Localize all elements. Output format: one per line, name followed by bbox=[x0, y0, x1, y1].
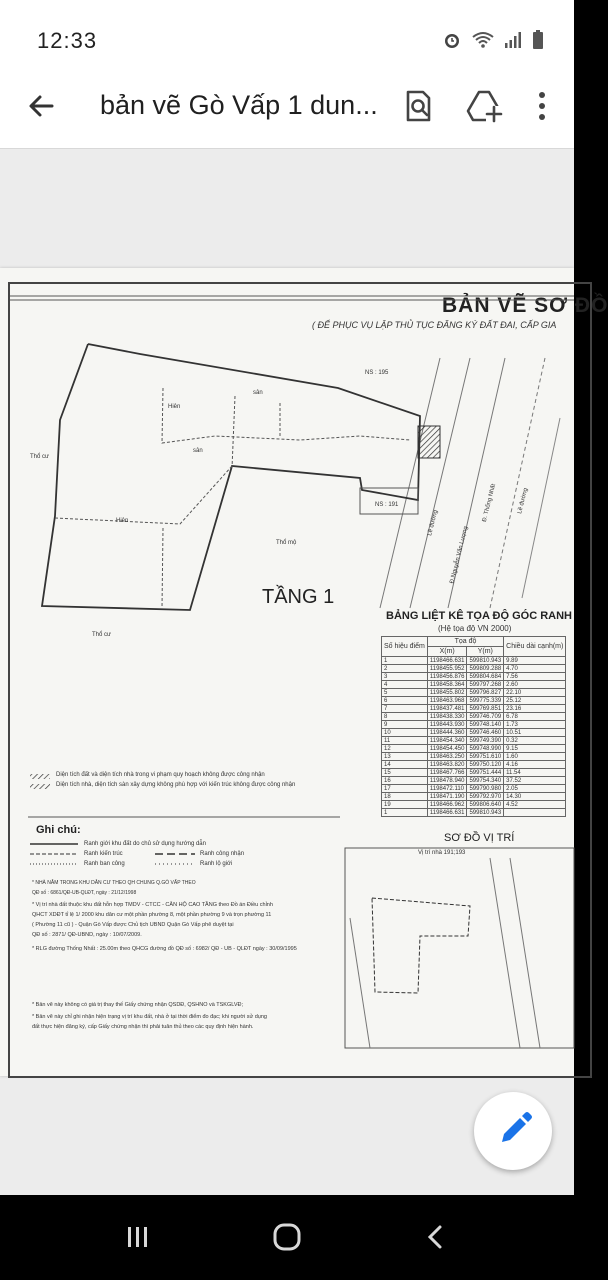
plan-label-road-1: Lề đường bbox=[427, 509, 440, 537]
plan-label-thocu-2: Thổ cư bbox=[92, 632, 112, 638]
cell-y: 599769.851 bbox=[467, 705, 504, 713]
floor-label: TẦNG 1 bbox=[262, 586, 335, 608]
cell-point: 19 bbox=[382, 801, 428, 809]
cell-x: 1198478.940 bbox=[427, 777, 467, 785]
cell-x: 1198437.481 bbox=[427, 705, 467, 713]
table-row bbox=[382, 809, 566, 817]
table-row bbox=[382, 737, 566, 745]
signal-icon bbox=[504, 31, 522, 49]
cell-x: 1198466.962 bbox=[427, 801, 467, 809]
table-row bbox=[382, 769, 566, 777]
note-6: QĐ số : 2871/ QĐ-UBND, ngày : 10/07/2009. bbox=[32, 932, 142, 938]
cell-y: 599748.990 bbox=[467, 745, 504, 753]
table-row bbox=[382, 713, 566, 721]
cell-length: 2.60 bbox=[504, 681, 566, 689]
notes-heading: Ghi chú: bbox=[36, 824, 81, 836]
cell-length: 2.05 bbox=[504, 785, 566, 793]
cell-x: 1198463.250 bbox=[427, 753, 467, 761]
cell-length: 6.78 bbox=[504, 713, 566, 721]
table-row bbox=[382, 689, 566, 697]
cell-y: 599790.980 bbox=[467, 785, 504, 793]
table-row bbox=[382, 657, 566, 665]
cell-point: 18 bbox=[382, 793, 428, 801]
col-point: Số hiệu điểm bbox=[382, 637, 428, 657]
note-9: * Bản vẽ này chỉ ghi nhận hiện trạng vị trí khu đất, nhà ở tại thời điểm đo đạc; khi người sử dụng bbox=[32, 1014, 267, 1020]
cell-y: 599804.684 bbox=[467, 673, 504, 681]
cell-length: 23.16 bbox=[504, 705, 566, 713]
cell-point: 7 bbox=[382, 705, 428, 713]
plan-label-thocu-1: Thổ cư bbox=[30, 454, 50, 460]
cell-x: 1198472.110 bbox=[427, 785, 467, 793]
cell-x: 1198444.360 bbox=[427, 729, 467, 737]
document-title: bản vẽ Gò Vấp 1 dun... bbox=[100, 90, 378, 120]
back-chevron-icon bbox=[421, 1222, 451, 1252]
add-to-drive-icon[interactable] bbox=[462, 84, 506, 128]
table-row bbox=[382, 697, 566, 705]
cell-x: 1198455.952 bbox=[427, 665, 467, 673]
table-row bbox=[382, 705, 566, 713]
legend-recognized: Ranh công nhận bbox=[200, 851, 245, 857]
cell-point: 16 bbox=[382, 777, 428, 785]
table-row bbox=[382, 753, 566, 761]
recent-apps-icon bbox=[123, 1222, 153, 1252]
home-button[interactable] bbox=[257, 1209, 317, 1265]
coordinates-table-body bbox=[382, 657, 566, 817]
drawing-heading: BẢN VẼ SƠ ĐỒ bbox=[442, 294, 608, 317]
note-7: * RLG đường Thống Nhất : 25.00m theo QHCG đường đồ QĐ số : 6982/ QĐ - UB - QLĐT ngày : 30/09/1995 bbox=[32, 946, 297, 952]
status-time: 12:33 bbox=[37, 28, 98, 53]
search-in-document-icon[interactable] bbox=[396, 84, 440, 128]
document-page[interactable] bbox=[0, 268, 608, 1076]
legend-road-boundary: Ranh lộ giới bbox=[200, 861, 233, 867]
cell-length: 0.32 bbox=[504, 737, 566, 745]
cell-point: 14 bbox=[382, 761, 428, 769]
table-row bbox=[382, 673, 566, 681]
cell-y: 599809.288 bbox=[467, 665, 504, 673]
cell-x: 1198466.631 bbox=[427, 809, 467, 817]
table-row bbox=[382, 785, 566, 793]
cell-point: 3 bbox=[382, 673, 428, 681]
cell-point: 15 bbox=[382, 769, 428, 777]
table-row bbox=[382, 665, 566, 673]
cell-y: 599751.610 bbox=[467, 753, 504, 761]
note-10: đất thực hiện đăng ký, cấp Giấy chứng nhận thì phải tuân thủ theo các quy định hiện hành. bbox=[32, 1024, 254, 1030]
app-bar bbox=[0, 70, 574, 149]
cell-x: 1198438.330 bbox=[427, 713, 467, 721]
plan-label-street-2: Đ. Thống Nhất bbox=[481, 483, 498, 523]
location-map-subtitle: Vị trí nhà 191;193 bbox=[418, 850, 466, 856]
cell-y: 599746.709 bbox=[467, 713, 504, 721]
cell-length: 4.70 bbox=[504, 665, 566, 673]
plan-label-ns195: NS : 195 bbox=[365, 370, 389, 376]
cell-x: 1198463.820 bbox=[427, 761, 467, 769]
wifi-icon bbox=[472, 31, 494, 49]
cell-y: 599749.390 bbox=[467, 737, 504, 745]
plan-label-hien-1: Hiên bbox=[168, 404, 181, 410]
cell-length: 7.56 bbox=[504, 673, 566, 681]
cell-x: 1198454.450 bbox=[427, 745, 467, 753]
cell-x: 1198455.802 bbox=[427, 689, 467, 697]
cell-point: 6 bbox=[382, 697, 428, 705]
cell-point: 17 bbox=[382, 785, 428, 793]
cell-length: 4.16 bbox=[504, 761, 566, 769]
table-row bbox=[382, 761, 566, 769]
home-icon bbox=[271, 1221, 303, 1253]
note-8: * Bản vẽ này không có giá trị thay thế Giấy chứng nhận QSDĐ, QSHNO và TSKGLVĐ; bbox=[32, 1002, 244, 1008]
cell-length: 9.15 bbox=[504, 745, 566, 753]
coord-table-title: BẢNG LIỆT KÊ TỌA ĐỘ GÓC RANH bbox=[386, 610, 572, 622]
cell-y: 599810.943 bbox=[467, 809, 504, 817]
plan-label-san-1: sân bbox=[253, 390, 263, 396]
system-nav-bar bbox=[0, 1195, 574, 1280]
col-y: Y(m) bbox=[467, 647, 504, 657]
cell-x: 1198454.340 bbox=[427, 737, 467, 745]
cell-x: 1198458.364 bbox=[427, 681, 467, 689]
cell-length: 37.52 bbox=[504, 777, 566, 785]
cell-length: 22.10 bbox=[504, 689, 566, 697]
cell-y: 599748.140 bbox=[467, 721, 504, 729]
cell-point: 13 bbox=[382, 753, 428, 761]
cell-x: 1198456.876 bbox=[427, 673, 467, 681]
col-coord: Tọa độ bbox=[427, 637, 503, 647]
cell-length bbox=[504, 809, 566, 817]
plan-label-thomo: Thổ mộ bbox=[276, 540, 297, 546]
cell-y: 599751.444 bbox=[467, 769, 504, 777]
cell-y: 599806.640 bbox=[467, 801, 504, 809]
col-x: X(m) bbox=[427, 647, 467, 657]
drawing-subheading: ( ĐỂ PHỤC VỤ LẬP THỦ TỤC ĐĂNG KÝ ĐẤT ĐAI, CẤP GIA bbox=[312, 320, 557, 330]
note-1: * NHÀ NẰM TRONG KHU DÂN CƯ THEO QH CHUNG Q.GÒ VẤP THEO bbox=[32, 880, 196, 886]
cell-length: 1.73 bbox=[504, 721, 566, 729]
cell-point: 11 bbox=[382, 737, 428, 745]
table-row bbox=[382, 721, 566, 729]
cell-x: 1198463.968 bbox=[427, 697, 467, 705]
cell-y: 599796.827 bbox=[467, 689, 504, 697]
cell-y: 599775.339 bbox=[467, 697, 504, 705]
note-4: QHCT XDĐT tỉ lệ 1/ 2000 khu dân cư một phần phường 8, một phần phường 9 và trọn phường 11 bbox=[32, 912, 272, 918]
plan-label-ns191: NS : 191 bbox=[375, 502, 399, 508]
table-row bbox=[382, 729, 566, 737]
location-map-title: SƠ ĐỒ VỊ TRÍ bbox=[444, 832, 515, 844]
back-arrow-icon[interactable] bbox=[22, 86, 62, 126]
cell-point: 1 bbox=[382, 657, 428, 665]
cell-y: 599754.340 bbox=[467, 777, 504, 785]
more-options-icon[interactable] bbox=[520, 84, 564, 128]
plan-label-road-2: Lề đường bbox=[517, 487, 530, 515]
cell-y: 599750.120 bbox=[467, 761, 504, 769]
coord-table-subtitle: (Hệ tọa độ VN 2000) bbox=[438, 624, 512, 633]
note-3: * Vị trí nhà đất thuộc khu đất hỗn hợp TMDV - CTCC - CĂN HỘ CAO TẦNG theo Đồ án Điều chỉnh bbox=[32, 902, 273, 908]
battery-icon bbox=[532, 30, 544, 50]
cell-length: 14.30 bbox=[504, 793, 566, 801]
col-length: Chiều dài cạnh(m) bbox=[504, 637, 566, 657]
cell-length: 4.52 bbox=[504, 801, 566, 809]
note-5: ( Phường 11 cũ ) - Quận Gò Vấp được Chủ tịch UBND Quận Gò Vấp phê duyệt tại bbox=[32, 922, 234, 928]
cell-length: 25.12 bbox=[504, 697, 566, 705]
cell-y: 599792.970 bbox=[467, 793, 504, 801]
note-2: QĐ số : 6861/QĐ-UB-QLĐT, ngày : 21/12/1998 bbox=[32, 890, 137, 896]
plan-label-san-2: sân bbox=[193, 448, 203, 454]
cell-point: 1 bbox=[382, 809, 428, 817]
cell-length: 1.60 bbox=[504, 753, 566, 761]
cell-x: 1198466.631 bbox=[427, 657, 467, 665]
cell-point: 9 bbox=[382, 721, 428, 729]
cell-point: 12 bbox=[382, 745, 428, 753]
table-row bbox=[382, 681, 566, 689]
plan-label-hien-2: Hiên bbox=[116, 518, 129, 524]
cell-y: 599746.460 bbox=[467, 729, 504, 737]
status-bar bbox=[0, 0, 574, 80]
cell-point: 5 bbox=[382, 689, 428, 697]
table-row bbox=[382, 745, 566, 753]
cell-point: 4 bbox=[382, 681, 428, 689]
table-row bbox=[382, 793, 566, 801]
cell-y: 599797.268 bbox=[467, 681, 504, 689]
pencil-icon bbox=[474, 1092, 552, 1170]
alarm-icon bbox=[442, 30, 462, 50]
cell-point: 8 bbox=[382, 713, 428, 721]
coordinates-table bbox=[381, 636, 566, 817]
legend-boundary: Ranh giới khu đất do chủ sử dụng hướng dẫn bbox=[84, 841, 206, 847]
back-button[interactable] bbox=[406, 1209, 466, 1265]
cell-x: 1198467.766 bbox=[427, 769, 467, 777]
cell-length: 10.51 bbox=[504, 729, 566, 737]
cell-point: 2 bbox=[382, 665, 428, 673]
table-row bbox=[382, 777, 566, 785]
cell-length: 11.54 bbox=[504, 769, 566, 777]
cell-y: 599810.943 bbox=[467, 657, 504, 665]
legend-architecture: Ranh kiến trúc bbox=[84, 851, 123, 857]
legend-top-1: Diện tích đất và diện tích nhà trong vi phạm quy hoạch không được công nhận bbox=[56, 772, 265, 778]
table-row bbox=[382, 801, 566, 809]
cell-x: 1198443.930 bbox=[427, 721, 467, 729]
edit-fab-button[interactable] bbox=[474, 1092, 552, 1170]
cell-length: 9.89 bbox=[504, 657, 566, 665]
cell-x: 1198471.190 bbox=[427, 793, 467, 801]
status-icons bbox=[442, 30, 544, 50]
legend-balcony: Ranh ban công bbox=[84, 861, 125, 867]
cell-point: 10 bbox=[382, 729, 428, 737]
recent-apps-button[interactable] bbox=[108, 1209, 168, 1265]
plan-label-street-1: Đ.Nguyễn Văn Lượng bbox=[449, 525, 470, 585]
legend-top-2: Diện tích nhà, diện tích sàn xây dựng không phù hợp với kiến trúc không được công nhận bbox=[56, 782, 296, 788]
